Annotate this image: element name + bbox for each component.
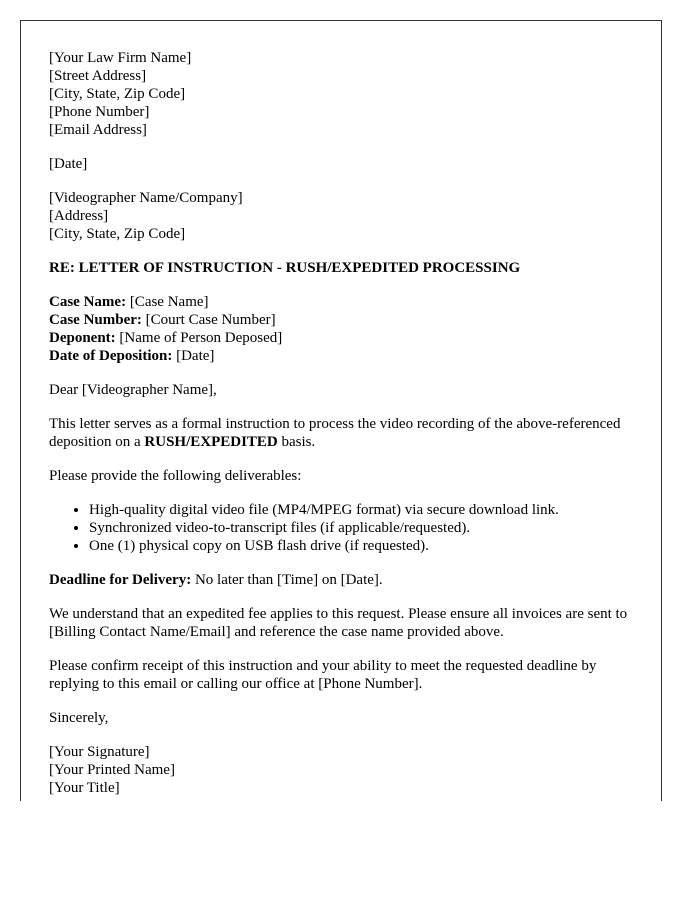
recipient-name: [Videographer Name/Company]	[49, 190, 243, 206]
signature: [Your Signature]	[49, 744, 150, 760]
letter-page	[20, 20, 662, 801]
intro-paragraph	[49, 415, 633, 451]
sender-city: [City, State, Zip Code]	[49, 86, 186, 102]
letter-date: [Date]	[49, 156, 88, 172]
case-details	[49, 293, 633, 365]
sender-street: [Street Address]	[49, 68, 147, 84]
sender-phone: [Phone Number]	[49, 104, 150, 120]
intro-emphasis: RUSH/EXPEDITED	[144, 434, 278, 450]
recipient-block	[49, 189, 633, 243]
recipient-city: [City, State, Zip Code]	[49, 226, 186, 242]
fee-paragraph: We understand that an expedited fee applies to this request. Please ensure all invoices are sent to [Billing Contact Name/Email] and reference the case name provided above.	[49, 606, 628, 640]
sender-firm: [Your Law Firm Name]	[49, 50, 192, 66]
list-item: • Synchronized video-to-transcript files (if applicable/requested).	[89, 519, 633, 537]
recipient-address: [Address]	[49, 208, 109, 224]
signature-block	[49, 743, 633, 797]
case-name-value: [Case Name]	[126, 294, 209, 310]
deliverables-list	[49, 501, 633, 555]
deliverables-intro: Please provide the following deliverables:	[49, 468, 302, 484]
deponent-label: Deponent:	[49, 330, 116, 346]
subject-text: RE: LETTER OF INSTRUCTION - RUSH/EXPEDITED PROCESSING	[49, 260, 521, 276]
intro-text-end: basis.	[277, 434, 316, 450]
case-number-value: [Court Case Number]	[141, 312, 276, 328]
deadline-label: Deadline for Delivery:	[49, 572, 192, 588]
closing: Sincerely,	[49, 710, 109, 726]
deposition-date-label: Date of Deposition:	[49, 348, 173, 364]
intro-text: This letter serves as a formal instruction to process the video recording of the above-referenced deposition on a	[49, 416, 621, 450]
deponent-value: [Name of Person Deposed]	[115, 330, 283, 346]
deadline	[49, 571, 633, 589]
list-item: • High-quality digital video file (MP4/MPEG format) via secure download link.	[89, 501, 633, 519]
sender-block	[49, 49, 633, 139]
sender-email: [Email Address]	[49, 122, 147, 138]
case-number-label: Case Number:	[49, 312, 142, 328]
case-name-label: Case Name:	[49, 294, 127, 310]
list-item: • One (1) physical copy on USB flash drive (if requested).	[89, 537, 633, 555]
subject-line	[49, 259, 633, 277]
confirm-paragraph: Please confirm receipt of this instruction and your ability to meet the requested deadline by replying to this email or calling our office at [Phone Number].	[49, 658, 597, 692]
deposition-date-value: [Date]	[172, 348, 215, 364]
salutation: Dear [Videographer Name],	[49, 382, 217, 398]
printed-name: [Your Printed Name]	[49, 762, 175, 778]
deadline-value: No later than [Time] on [Date].	[191, 572, 383, 588]
title: [Your Title]	[49, 780, 120, 796]
